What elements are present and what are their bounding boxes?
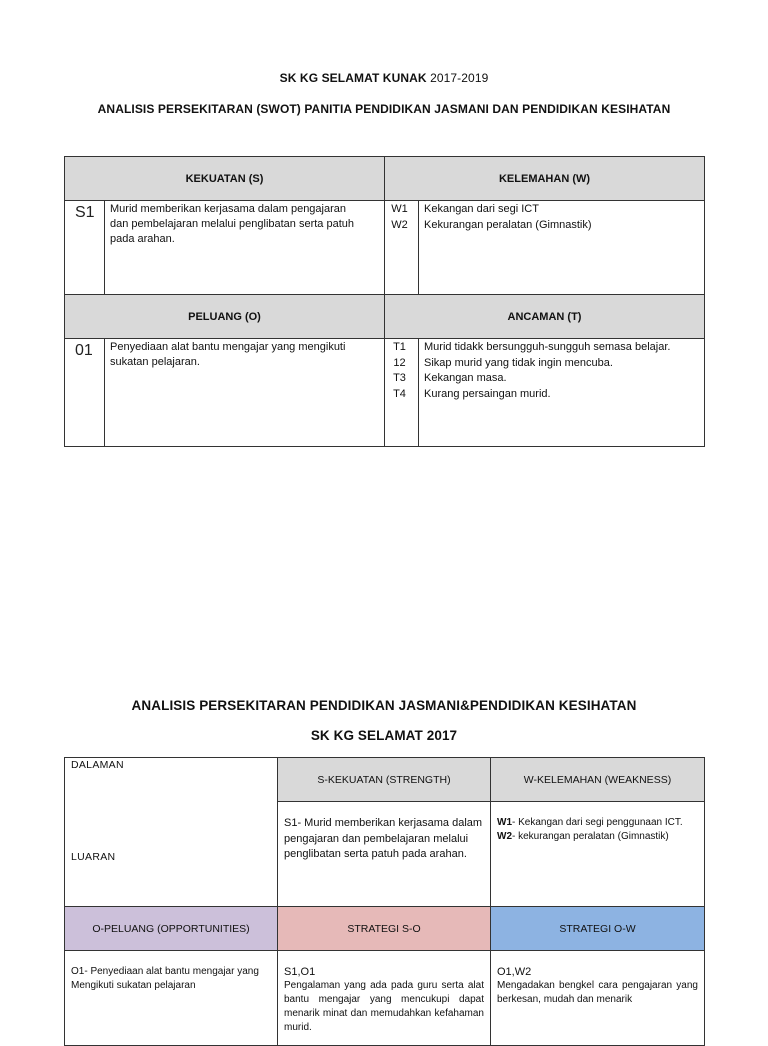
strength-line: Murid memberikan kerjasama dalam pengajaran xyxy=(110,203,347,215)
strategy-ow-text: Mengadakan bengkel cara pengajaran yang berkesan, mudah dan menarik xyxy=(497,980,698,1005)
weakness-item: Kekangan dari segi ICT xyxy=(424,203,539,215)
threat-item: Kekangan masa. xyxy=(424,372,507,384)
weakness-line xyxy=(497,830,698,844)
weakness-code: W1 xyxy=(391,203,408,215)
external-label: LUARAN xyxy=(71,851,116,863)
threat-item: Murid tidakk bersungguh-sungguh semasa belajar. xyxy=(424,341,671,353)
matrix-strength-text: S1- Murid memberikan kerjasama dalam pengajaran dan pembelajaran melalui penglibatan serta patuh pada arahan. xyxy=(278,802,491,907)
swot-table xyxy=(64,156,705,447)
strategy-so-code: S1,O1 xyxy=(284,966,316,978)
threat-codes xyxy=(385,339,419,447)
swot-subtitle: ANALISIS PERSEKITARAN (SWOT) PANITIA PENDIDIKAN JASMANI DAN PENDIDIKAN KESIHATAN xyxy=(97,102,671,116)
weakness-column-header: W-KELEMAHAN (WEAKNESS) xyxy=(491,758,705,802)
weakness-items xyxy=(419,201,705,295)
weakness-code: W2 xyxy=(391,218,408,231)
opportunity-line: sukatan pelajaran. xyxy=(110,356,200,368)
analysis-title: ANALISIS PERSEKITARAN PENDIDIKAN JASMANI&PENDIDIKAN KESIHATAN xyxy=(131,698,637,713)
threat-item: Kurang persaingan murid. xyxy=(424,387,551,400)
opportunity-text xyxy=(105,339,385,447)
threat-code: 12 xyxy=(393,356,406,369)
analysis-school: SK KG SELAMAT 2017 xyxy=(310,728,458,743)
strategy-ow-header: STRATEGI O-W xyxy=(491,907,705,951)
matrix-weakness-text xyxy=(491,802,705,907)
weakness-line xyxy=(497,816,698,830)
strength-column-header: S-KEKUATAN (STRENGTH) xyxy=(278,758,491,802)
w2-code: W2 xyxy=(497,831,512,842)
internal-label: DALAMAN xyxy=(71,759,124,771)
matrix-opportunity-text: O1- Penyediaan alat bantu mengajar yang Mengikuti sukatan pelajaran xyxy=(65,951,278,1046)
weakness-codes xyxy=(385,201,419,295)
strength-code: S1 xyxy=(65,201,105,295)
plan-years: 2017-2019 xyxy=(430,71,489,85)
document-title xyxy=(0,71,768,85)
strategy-matrix xyxy=(64,757,705,1046)
strategy-so-header: STRATEGI S-O xyxy=(278,907,491,951)
w2-text: - kekurangan peralatan (Gimnastik) xyxy=(512,831,669,842)
strategy-so-cell xyxy=(278,951,491,1046)
threat-code: T3 xyxy=(393,372,406,384)
strength-line: pada arahan. xyxy=(110,233,175,245)
opportunity-row-header: O-PELUANG (OPPORTUNITIES) xyxy=(65,907,278,951)
strength-line: dan pembelajaran melalui penglibatan serta patuh xyxy=(110,218,355,230)
school-name: SK KG SELAMAT KUNAK xyxy=(279,71,427,85)
weakness-item: Kekurangan peralatan (Gimnastik) xyxy=(424,218,592,231)
strategy-so-text: Pengalaman yang ada pada guru serta alat bantu mengajar yang mencukupi dapat menarik minat dan memudahkan kefahaman murid. xyxy=(284,980,484,1033)
w1-text: - Kekangan dari segi penggunaan ICT. xyxy=(512,817,683,828)
threat-code: T1 xyxy=(393,341,406,353)
strategy-ow-code: O1,W2 xyxy=(497,966,532,978)
threat-code: T4 xyxy=(393,387,406,400)
threat-items xyxy=(419,339,705,447)
strengths-header: KEKUATAN (S) xyxy=(65,157,385,201)
threats-header: ANCAMAN (T) xyxy=(385,295,705,339)
opportunities-header: PELUANG (O) xyxy=(65,295,385,339)
opportunity-line: Penyediaan alat bantu mengajar yang mengikuti xyxy=(110,341,346,353)
matrix-corner xyxy=(65,758,278,907)
opportunity-code: 01 xyxy=(65,339,105,447)
strategy-ow-cell xyxy=(491,951,705,1046)
strength-text xyxy=(105,201,385,295)
weaknesses-header: KELEMAHAN (W) xyxy=(385,157,705,201)
w1-code: W1 xyxy=(497,817,512,828)
threat-item: Sikap murid yang tidak ingin mencuba. xyxy=(424,356,613,369)
